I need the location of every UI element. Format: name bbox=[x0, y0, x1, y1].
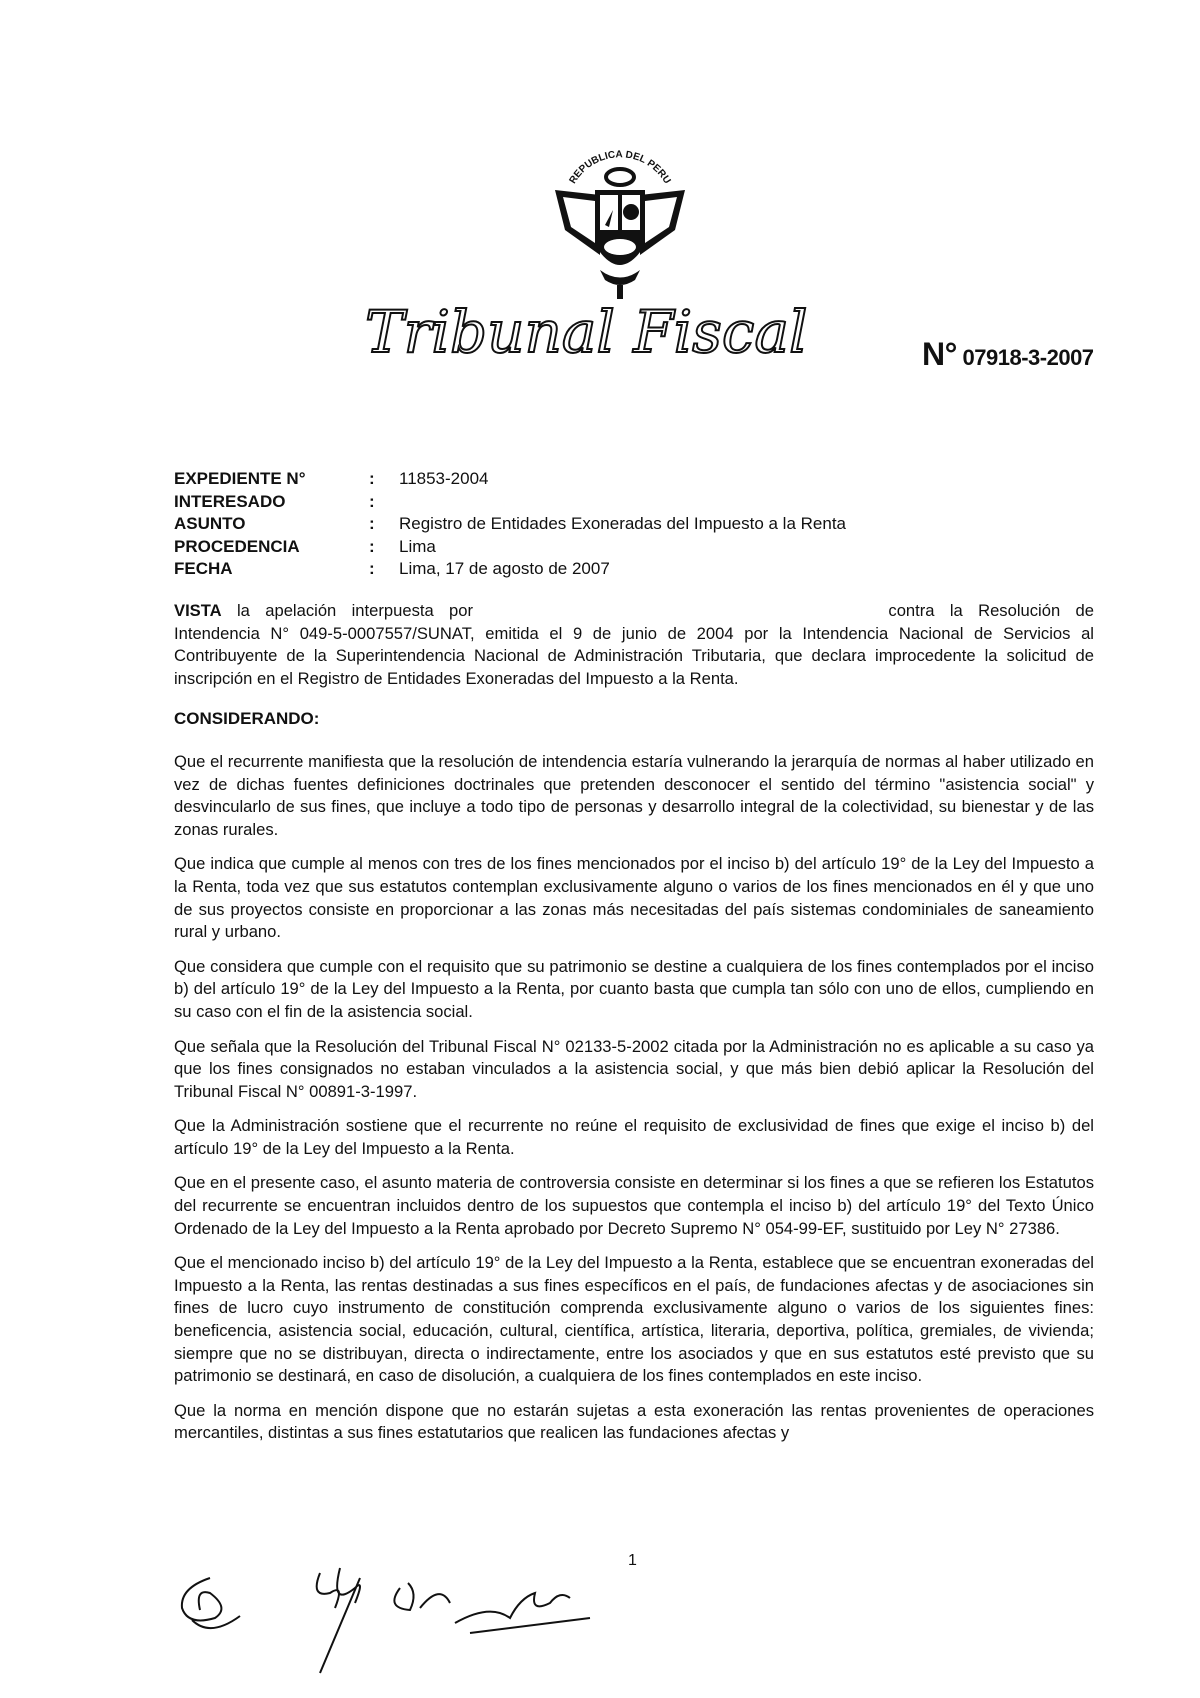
header-value: Registro de Entidades Exoneradas del Impuesto a la Renta bbox=[399, 514, 846, 533]
resolution-body bbox=[174, 600, 1094, 1457]
considerando-title: CONSIDERANDO: bbox=[174, 709, 320, 729]
vista-lead: la apelación interpuesta por bbox=[236, 601, 474, 620]
header-row-procedencia: PROCEDENCIA : Lima bbox=[174, 536, 846, 559]
header-label: ASUNTO bbox=[174, 514, 246, 533]
header-label: PROCEDENCIA bbox=[174, 536, 300, 556]
header-label: EXPEDIENTE N° bbox=[174, 469, 306, 488]
header-value: 11853-2004 bbox=[399, 469, 489, 488]
header-value: Lima bbox=[399, 536, 436, 556]
header-row-asunto: ASUNTO : Registro de Entidades Exoneradas del Impuesto a la Renta bbox=[174, 513, 846, 536]
header-value: Lima, 17 de agosto de 2007 bbox=[399, 559, 610, 578]
paragraph: Que en el presente caso, el asunto materia de controversia consiste en determinar si los fines a que se refieren los Estatutos del recurrente se encuentran incluidos dentro de los supuestos que contempla el inciso b) del artículo 19° del Texto Único Ordenado de la Ley del Impuesto a la Renta aprobado por Decreto Supremo N° 054-99-EF, sustituido por Ley N° 27386. bbox=[174, 1173, 1094, 1238]
case-header bbox=[174, 468, 846, 581]
header-row-interesado: INTERESADO : bbox=[174, 491, 846, 514]
vista-paragraph bbox=[174, 600, 1094, 690]
header-row-expediente: EXPEDIENTE N° : 11853-2004 bbox=[174, 468, 846, 491]
resolution-prefix: N° bbox=[922, 336, 957, 372]
paragraph: Que señala que la Resolución del Tribunal Fiscal N° 02133-5-2002 citada por la Administración no es aplicable a su caso ya que los fines consignados no estaban vinculados a la asistencia social, y que más bien debió aplicar la Resolución del Tribunal Fiscal N° 00891-3-1997. bbox=[174, 1036, 1094, 1101]
handwritten-signatures bbox=[170, 1548, 670, 1678]
resolution-number-value: 07918-3-2007 bbox=[962, 345, 1094, 370]
header-label: FECHA bbox=[174, 559, 233, 578]
peru-coat-of-arms-icon bbox=[545, 135, 695, 305]
header-label: INTERESADO bbox=[174, 491, 286, 511]
paragraph: Que la norma en mención dispone que no estarán sujetas a esta exoneración las rentas provenientes de operaciones mercantiles, distintas a sus fines estatutarios que realicen las fundaciones afectas y bbox=[174, 1400, 1094, 1443]
paragraph: Que el recurrente manifiesta que la resolución de intendencia estaría vulnerando la jerarquía de normas al haber utilizado en vez de dichas fuentes definiciones doctrinales que pretenden desconocer el sentido del término "asistencia social" y desvincularlo de sus fines, que incluye a todo tipo de personas y desarrollo integral de la colectividad, su bienestar y de las zonas rurales. bbox=[174, 751, 1094, 839]
header-row-fecha: FECHA : Lima, 17 de agosto de 2007 bbox=[174, 558, 846, 581]
tribunal-fiscal-logo bbox=[360, 292, 880, 372]
paragraph: Que el mencionado inciso b) del artículo 19° de la Ley del Impuesto a la Renta, establece que se encuentran exoneradas del Impuesto a la Renta, las rentas destinadas a sus fines específicos en el país, de fundaciones afectas y de asociaciones sin fines de lucro cuyo instrumento de constitución comprenda exclusivamente alguno o varios de los siguientes fines: beneficencia, asistencia social, educación, cultural, científica, artística, literaria, deportiva, política, gremiales, de vivienda; siempre que no se distribuyan, directa o indirectamente, entre los asociados y que en sus estatutos esté previsto que su patrimonio se destinará, en caso de disolución, a cualquiera de los fines contemplados en este inciso. bbox=[174, 1253, 1094, 1386]
paragraph: Que la Administración sostiene que el recurrente no reúne el requisito de exclusividad de fines que exige el inciso b) del artículo 19° de la Ley del Impuesto a la Renta. bbox=[174, 1116, 1094, 1158]
page-number: 1 bbox=[628, 1552, 637, 1569]
svg-text:REPUBLICA DEL PERU: REPUBLICA DEL PERU bbox=[567, 149, 673, 186]
resolution-number bbox=[922, 336, 1094, 373]
svg-text:Tribunal Fiscal: Tribunal Fiscal bbox=[365, 298, 808, 366]
paragraph: Que considera que cumple con el requisito que su patrimonio se destine a cualquiera de los fines contemplados por el inciso b) del artículo 19° de la Ley del Impuesto a la Renta, por cuanto basta que cumpla tan sólo con uno de ellos, cumpliendo en su caso con el fin de la asistencia social. bbox=[174, 956, 1094, 1021]
paragraph: Que indica que cumple al menos con tres de los fines mencionados por el inciso b) del artículo 19° de la Ley del Impuesto a la Renta, toda vez que sus estatutos contemplan exclusivamente alguno o varios de los fines mencionados en él y que uno de sus proyectos consiste en proporcionar a las zonas más necesitadas del país sistemas condominiales de saneamiento rural y urbano. bbox=[174, 854, 1094, 942]
vista-text: contra la Resolución de Intendencia N° 049-5-0007557/SUNAT, emitida el 9 de junio de 2004 por la Intendencia Nacional de Servicios al Contribuyente de la Superintendencia Nacional de Administración Tributaria, que declara improcedente la solicitud de inscripción en el Registro de Entidades Exoneradas del Impuesto a la Renta. bbox=[174, 601, 1094, 688]
vista-label: VISTA bbox=[174, 601, 222, 620]
